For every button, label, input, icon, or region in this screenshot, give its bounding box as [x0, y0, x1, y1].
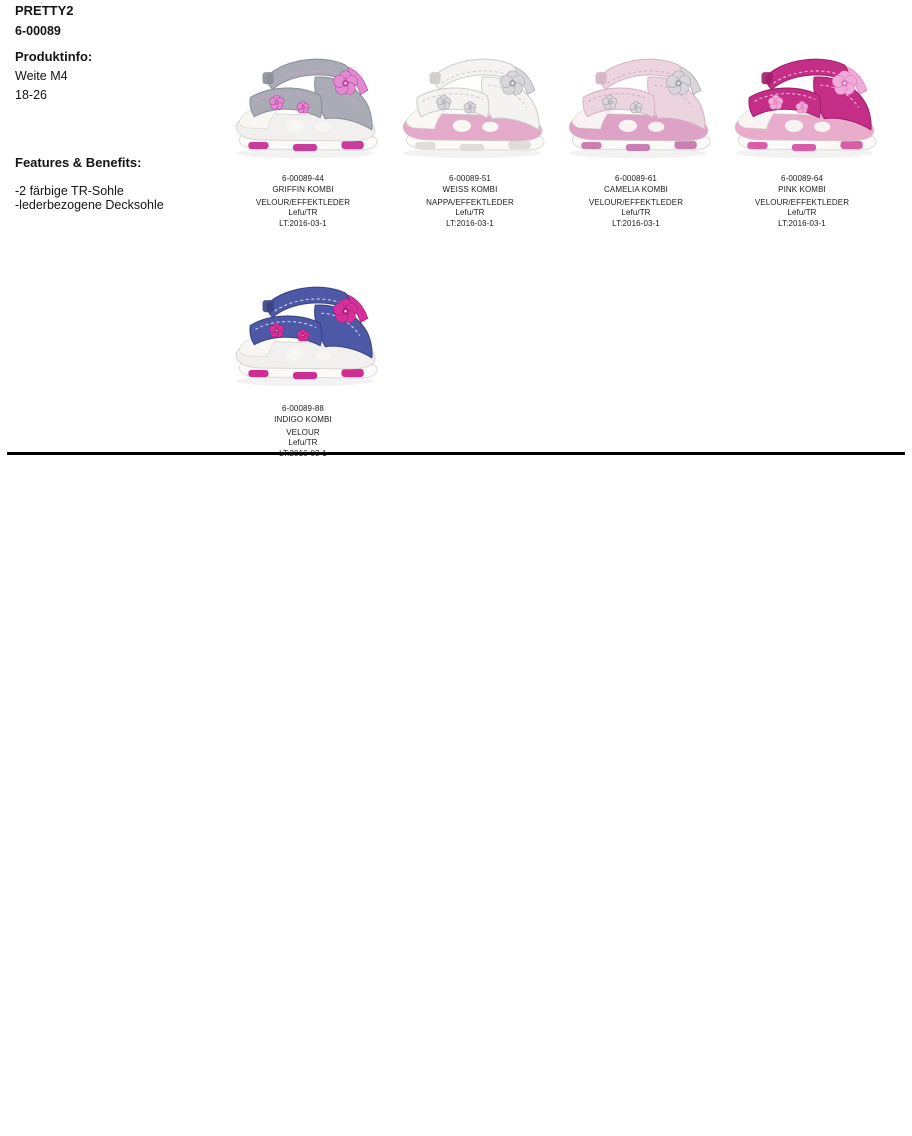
produktinfo-label: Produktinfo:: [15, 49, 93, 64]
product-lining-sole: Lefu/TR: [288, 438, 318, 447]
product-lt-date: LT:2016-03-1: [446, 219, 494, 228]
feature-item: -2 färbige TR-Sohle: [15, 184, 124, 198]
product-caption: [555, 173, 717, 229]
product-caption: [721, 173, 883, 229]
product-article-number: 6-00089-61: [615, 174, 657, 183]
product-color-name: PINK KOMBI: [778, 185, 826, 194]
product-material: VELOUR/EFFEKTLEDER: [754, 198, 850, 207]
product-card: [222, 262, 384, 459]
product-photo: [222, 262, 384, 400]
product-lt-date: LT:2016-03-1: [778, 219, 826, 228]
product-lining-sole: Lefu/TR: [288, 208, 318, 217]
product-color-name: INDIGO KOMBI: [274, 415, 332, 424]
product-material: NAPPA/EFFEKTLEDER: [426, 198, 514, 207]
product-lt-date: LT:2016-03-1: [279, 219, 327, 228]
section-divider-line: [7, 452, 905, 455]
product-card: [721, 36, 883, 229]
product-caption: [389, 173, 551, 229]
product-article-number: 6-00089-51: [449, 174, 491, 183]
feature-item: -lederbezogene Decksohle: [15, 198, 164, 212]
product-article-number: 6-00089-44: [282, 174, 324, 183]
product-card: [555, 36, 717, 229]
product-card: [389, 36, 551, 229]
product-lt-date: LT:2016-03-1: [612, 219, 660, 228]
product-photo: [555, 36, 717, 170]
product-lining-sole: Lefu/TR: [787, 208, 817, 217]
product-photo: [222, 36, 384, 170]
product-photo: [389, 36, 551, 170]
produktinfo-width: Weite M4: [15, 69, 68, 83]
product-article-number: 6-00089-64: [781, 174, 823, 183]
product-color-name: CAMELIA KOMBI: [604, 185, 668, 194]
page-title: PRETTY2: [15, 3, 74, 18]
model-article-number: 6-00089: [15, 24, 61, 38]
product-card: [222, 36, 384, 229]
product-article-number: 6-00089-88: [282, 404, 324, 413]
produktinfo-sizes: 18-26: [15, 88, 47, 102]
product-caption: [222, 173, 384, 229]
product-material: VELOUR/EFFEKTLEDER: [255, 198, 351, 207]
product-color-name: GRIFFIN KOMBI: [272, 185, 334, 194]
product-color-name: WEISS KOMBI: [442, 185, 498, 194]
product-material: VELOUR: [286, 428, 320, 437]
product-material: VELOUR/EFFEKTLEDER: [588, 198, 684, 207]
product-photo: [721, 36, 883, 170]
features-label: Features & Benefits:: [15, 155, 142, 170]
product-lining-sole: Lefu/TR: [455, 208, 485, 217]
product-caption: [222, 403, 384, 459]
product-lining-sole: Lefu/TR: [621, 208, 651, 217]
